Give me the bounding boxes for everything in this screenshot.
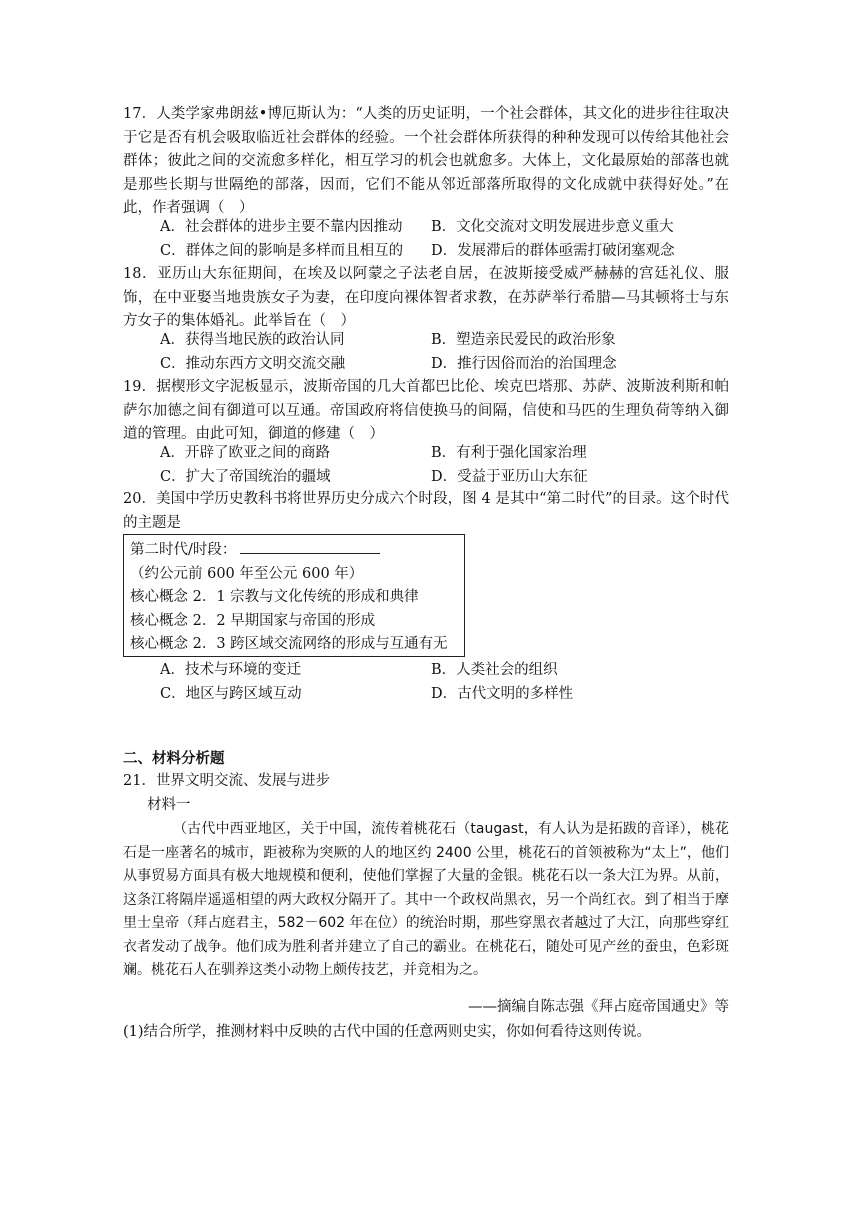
q18-option-c[interactable]: C．推动东西方文明交流交融: [160, 355, 346, 372]
q20-option-d[interactable]: D．古代文明的多样性: [431, 685, 574, 702]
q20-option-b[interactable]: B．人类社会的组织: [431, 662, 558, 678]
era-dates: （约公元前 600 年至公元 600 年）: [130, 565, 364, 582]
question-17-options: [160, 216, 730, 263]
q20-option-a[interactable]: A．技术与环境的变迁: [160, 662, 301, 678]
q17-option-c[interactable]: C．群体之间的影响是多样而且相互的: [160, 242, 404, 259]
q19-option-d[interactable]: D．受益于亚历山大东征: [431, 468, 588, 485]
question-18-stem: 18．亚历山大东征期间，在埃及以阿蒙之子法老自居，在波斯接受威严赫赫的宫廷礼仪、服饰，在中亚娶当地贵族女子为妻，在印度向裸体智者求教，在苏萨举行希腊—马其顿将士与东方女子的集体婚礼。此举旨在（ ）: [123, 266, 729, 329]
core-concept-2-2: 核心概念 2．2 早期国家与帝国的形成: [130, 612, 376, 629]
q18-option-a[interactable]: A．获得当地民族的政治认同: [160, 332, 345, 348]
question-19-options: [160, 442, 730, 489]
question-21-part-1: (1)结合所学，推测材料中反映的古代中国的任意两则史实，你如何看待这则传说。: [123, 1024, 652, 1040]
core-concept-2-3: 核心概念 2．3 跨区域交流网络的形成与互通有无: [130, 636, 448, 652]
material-label: 材料一: [147, 797, 191, 813]
question-18-options: [160, 329, 730, 376]
fill-blank: [240, 539, 380, 554]
era-label: 第二时代/时段：: [130, 542, 237, 558]
material-source: ——摘编自陈志强《拜占庭帝国通史》等: [468, 999, 729, 1015]
question-20-stem: 20．美国中学历史教科书将世界历史分成六个时段，图 4 是其中“第二时代”的目录。这个时代的主题是: [123, 491, 729, 531]
section-heading: 二、材料分析题: [123, 750, 225, 767]
question-17-stem: 17．人类学家弗朗兹•博厄斯认为：“人类的历史证明，一个社会群体，其文化的进步往往取决于它是否有机会吸取临近社会群体的经验。一个社会群体所获得的种种发现可以传给其他社会群体；彼此之间的交流愈多样化，相互学习的机会也就愈多。大体上，文化最原始的部落也就是那些长期与世隔绝的部落，因而，它们不能从邻近部落所取得的文化成就中获得好处。”在此，作者强调（ ）: [123, 106, 729, 216]
q19-option-c[interactable]: C．扩大了帝国统治的疆域: [160, 468, 331, 485]
q19-option-b[interactable]: B．有利于强化国家治理: [431, 445, 587, 461]
q17-option-d[interactable]: D．发展滞后的群体亟需打破闭塞观念: [431, 242, 675, 259]
q18-option-d[interactable]: D．推行因俗而治的治国理念: [431, 355, 617, 372]
q19-option-a[interactable]: A．开辟了欧亚之间的商路: [160, 445, 330, 461]
core-concept-2-1: 核心概念 2．1 宗教与文化传统的形成和典律: [130, 589, 419, 605]
figure-4-table-of-contents: [123, 534, 465, 657]
q20-option-c[interactable]: C．地区与跨区域互动: [160, 685, 302, 702]
q18-option-b[interactable]: B．塑造亲民爱民的政治形象: [431, 332, 616, 348]
question-20-options: [160, 659, 730, 706]
material-text: （古代中西亚地区，关于中国，流传着桃花石（taugast，有人认为是拓跋的音译），桃花石是一座著名的城市，距被称为突厥的人的地区约 2400 公里，桃花石的首领被称为“太上”，他们从事贸易方面具有极大地规模和便利，使他们掌握了大量的金银。桃花石以一条大江为界。从前，这条江将隔岸遥遥相望的两大政权分隔开了。其中一个政权尚黑衣，另一个尚红衣。到了相当于摩里士皇帝（拜占庭君主，582－602 年在位）的统治时期，那些穿黑衣者越过了大江，向那些穿红衣者发动了战争。他们成为胜利者并建立了自己的霸业。在桃花石，随处可见产丝的蚕虫，色彩斑斓。桃花石人在驯养这类小动物上颇传技艺，并竞相为之。: [123, 821, 729, 978]
question-19-stem: 19．据楔形文字泥板显示，波斯帝国的几大首都巴比伦、埃克巴塔那、苏萨、波斯波利斯和帕萨尔加德之间有御道可以互通。帝国政府将信使换马的间隔，信使和马匹的生理负荷等纳入御道的管理。由此可知，御道的修建（ ）: [123, 379, 729, 442]
q17-option-a[interactable]: A．社会群体的进步主要不靠内因推动: [160, 219, 403, 235]
q17-option-b[interactable]: B．文化交流对文明发展进步意义重大: [431, 219, 674, 235]
question-21-title: 21．世界文明交流、发展与进步: [123, 773, 330, 789]
